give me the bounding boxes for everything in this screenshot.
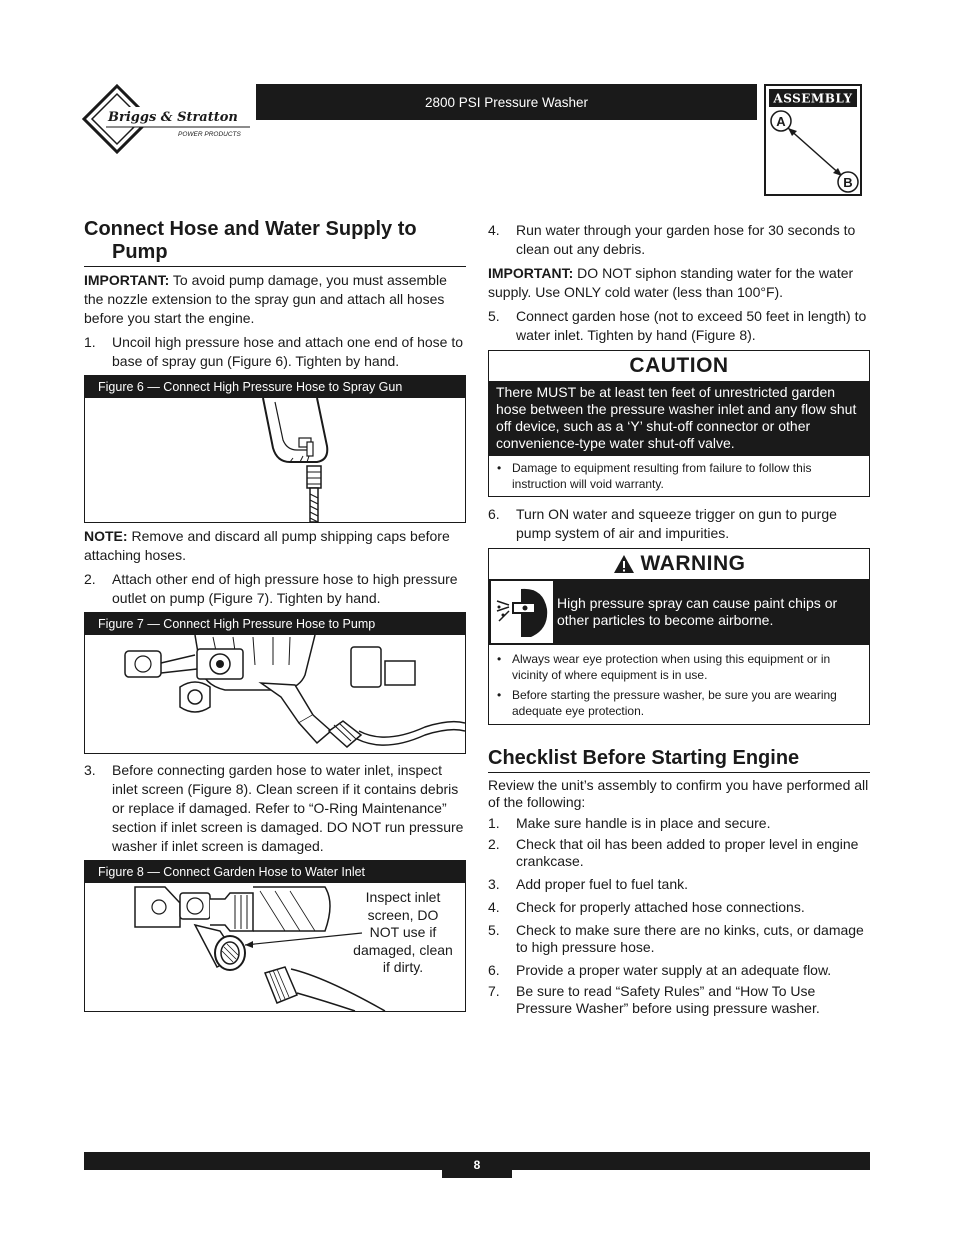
- list-item: • Always wear eye protection when using this equipment or in vicinity of where equipment is in use.: [497, 652, 831, 682]
- eye-protection-icon: [489, 579, 555, 645]
- checklist-item-5: 5. Check to make sure there are no kinks, cuts, or damage to high pressure hose.: [488, 922, 864, 955]
- step-4: 4. Run water through your garden hose for 30 seconds to clean out any debris.: [488, 222, 856, 257]
- warning-bullets: [489, 645, 869, 724]
- figure-8-callout: Inspect inlet screen, DO NOT use if damaged, clean if dirty.: [353, 889, 453, 975]
- assembly-arrow-icon: [788, 128, 842, 176]
- caution-bullets: [489, 456, 869, 496]
- list-item: • Damage to equipment resulting from failure to follow this instruction will void warranty.: [497, 461, 812, 491]
- assembly-point-a: A: [776, 114, 786, 129]
- important-note-1: IMPORTANT: To avoid pump damage, you must assemble the nozzle extension to the spray gun and attach all hoses before you start the engine.: [84, 272, 447, 326]
- step-5: 5. Connect garden hose (not to exceed 50 feet in length) to water inlet. Tighten by hand (Figure 8).: [488, 308, 867, 343]
- checklist-item-1: 1. Make sure handle is in place and secure.: [488, 815, 771, 831]
- inlet-pointer-arrow-icon: [245, 933, 362, 945]
- checklist-intro: Review the unit’s assembly to confirm you have performed all of the following:: [488, 777, 869, 810]
- step-6: 6. Turn ON water and squeeze trigger on gun to purge pump system of air and impurities.: [488, 506, 837, 541]
- warning-message: High pressure spray can cause paint chips or other particles to become airborne.: [557, 595, 838, 628]
- document-title-bar: [256, 84, 757, 120]
- warning-triangle-icon: [613, 554, 635, 574]
- step-2: 2. Attach other end of high pressure hose to high pressure outlet on pump (Figure 7). Tighten by hand.: [84, 571, 458, 606]
- warning-header: [489, 549, 869, 579]
- logo-wordmark: Briggs & Stratton: [108, 110, 238, 125]
- figure-8: [84, 860, 466, 1012]
- assembly-point-b: B: [843, 175, 853, 190]
- page-number: 8: [442, 1152, 512, 1178]
- spray-gun-illustration: [85, 398, 465, 522]
- warning-box: [488, 548, 870, 725]
- figure-6-caption: Figure 6 — Connect High Pressure Hose to Spray Gun: [85, 376, 465, 398]
- left-column: [84, 218, 466, 1012]
- step-3: 3. Before connecting garden hose to water inlet, inspect inlet screen (Figure 8). Clean screen if it contains debris or replace if damaged. Refer to “O-Ring Maintenance” section if inlet screen is damaged. DO NOT run pressure washer if inlet screen is damaged.: [84, 762, 464, 854]
- figure-7-caption: Figure 7 — Connect High Pressure Hose to Pump: [85, 613, 465, 635]
- caution-box: [488, 350, 870, 497]
- list-item: • Before starting the pressure washer, be sure you are wearing adequate eye protection.: [497, 688, 837, 718]
- figure-6: [84, 375, 466, 523]
- caution-title: CAUTION: [629, 354, 729, 377]
- section-heading-checklist: Checklist Before Starting Engine: [488, 747, 870, 773]
- checklist-item-2: 2. Check that oil has been added to proper level in engine crankcase.: [488, 836, 859, 869]
- step-1: 1. Uncoil high pressure hose and attach one end of hose to base of spray gun (Figure 6). Tighten by hand.: [84, 334, 464, 369]
- note-shipping-caps: NOTE: Remove and discard all pump shipping caps before attaching hoses.: [84, 528, 450, 563]
- checklist: [488, 815, 870, 1017]
- figure-7: [84, 612, 466, 754]
- right-column: [488, 221, 870, 1017]
- section-heading-connect-hose: Connect Hose and Water Supply to Pump: [84, 218, 466, 267]
- checklist-item-3: 3. Add proper fuel to fuel tank.: [488, 876, 688, 892]
- checklist-item-7: 7. Be sure to read “Safety Rules” and “How To Use Pressure Washer” before using pressure washer.: [488, 983, 820, 1016]
- assembly-badge: [764, 84, 862, 196]
- checklist-item-4: 4. Check for properly attached hose connections.: [488, 899, 805, 915]
- logo-subtitle: POWER PRODUCTS: [178, 131, 241, 138]
- figure-8-caption: Figure 8 — Connect Garden Hose to Water Inlet: [85, 861, 465, 883]
- important-note-2: IMPORTANT: DO NOT siphon standing water for the water supply. Use ONLY cold water (less than 100°F).: [488, 265, 854, 300]
- brand-logo: [82, 84, 254, 154]
- warning-title: WARNING: [640, 552, 746, 575]
- assembly-label: ASSEMBLY: [773, 91, 853, 106]
- checklist-item-6: 6. Provide a proper water supply at an adequate flow.: [488, 962, 832, 978]
- warning-message-row: [489, 579, 869, 645]
- caution-message: There MUST be at least ten feet of unrestricted garden hose between the pressure washer inlet and any flow shut off device, such as a ‘Y’ shut-off connector or other convenience-type water shut-off valve.: [489, 381, 869, 456]
- document-title: 2800 PSI Pressure Washer: [424, 94, 589, 110]
- pump-illustration: [85, 635, 465, 753]
